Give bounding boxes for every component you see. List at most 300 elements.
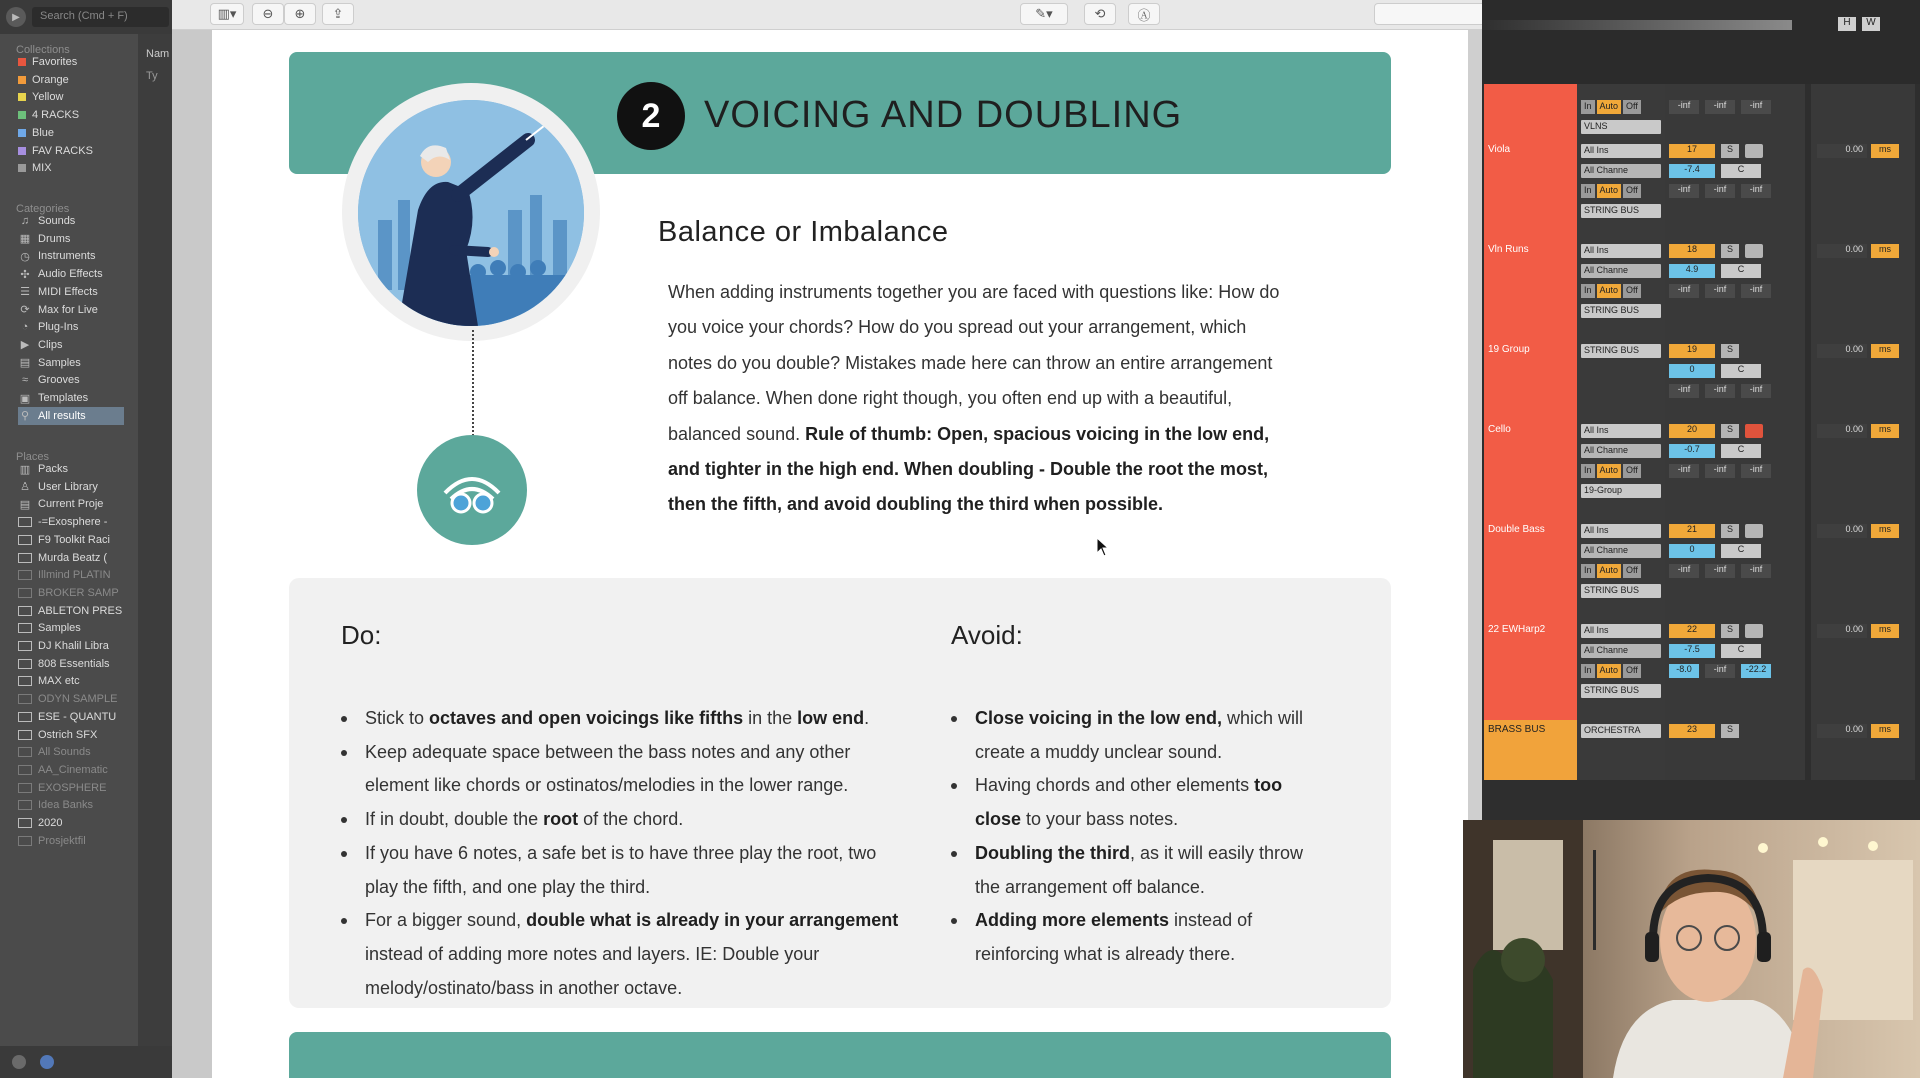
folder-icon bbox=[18, 800, 32, 810]
avoid-list bbox=[951, 702, 1321, 972]
volume-value[interactable]: 0.00 bbox=[1817, 624, 1867, 638]
section-number-badge: 2 bbox=[617, 82, 685, 150]
track-name[interactable]: Double Bass bbox=[1484, 520, 1577, 620]
monitor-buttons bbox=[1581, 284, 1641, 298]
collection-item[interactable] bbox=[18, 124, 124, 142]
track-io bbox=[1577, 340, 1665, 420]
place-item[interactable] bbox=[18, 602, 124, 620]
category-item[interactable] bbox=[18, 301, 124, 319]
category-item[interactable] bbox=[18, 389, 124, 407]
collection-label: Favorites bbox=[32, 56, 78, 68]
monitor-auto-button[interactable]: Auto bbox=[1597, 284, 1622, 298]
track-name[interactable]: Viola bbox=[1484, 140, 1577, 240]
bullet-item bbox=[341, 837, 901, 904]
volume-value[interactable]: 0.00 bbox=[1817, 424, 1867, 438]
bullet-text: Keep adequate space between the bass notes and any other element like chords or ostinatos/melodies in the lower range. bbox=[365, 741, 851, 796]
folder-icon bbox=[18, 694, 32, 704]
bullet-text: in the bbox=[743, 708, 798, 728]
monitor-buttons bbox=[1581, 184, 1641, 198]
input-type-select[interactable]: ORCHESTRA bbox=[1581, 724, 1661, 738]
place-item[interactable] bbox=[18, 655, 124, 673]
delay-ms-button[interactable]: ms bbox=[1871, 724, 1899, 738]
category-item[interactable] bbox=[18, 371, 124, 389]
category-label: Templates bbox=[38, 392, 89, 404]
annotate-button[interactable]: Ⓐ bbox=[1128, 3, 1160, 25]
monitor-off-button[interactable]: Off bbox=[1623, 100, 1641, 114]
monitor-in-button[interactable]: In bbox=[1581, 464, 1595, 478]
arm-button[interactable] bbox=[1745, 524, 1763, 538]
pdf-left-gutter bbox=[172, 30, 212, 1078]
mixer-track bbox=[1482, 140, 1920, 240]
place-label: MAX etc bbox=[38, 675, 80, 688]
place-item[interactable] bbox=[18, 584, 124, 602]
monitor-in-button[interactable]: In bbox=[1581, 184, 1595, 198]
folder-icon bbox=[18, 818, 32, 828]
input-channel-select[interactable]: All Channe bbox=[1581, 264, 1661, 278]
avoid-heading: Avoid: bbox=[951, 620, 1023, 650]
track-controls bbox=[1665, 140, 1805, 240]
send-value[interactable]: -inf bbox=[1669, 284, 1699, 298]
collections-header: Collections bbox=[16, 44, 70, 56]
track-name[interactable]: Cello bbox=[1484, 420, 1577, 520]
category-item[interactable] bbox=[18, 336, 124, 354]
folder-icon bbox=[18, 747, 32, 757]
send-value[interactable]: -inf bbox=[1705, 184, 1735, 198]
track-volume bbox=[1811, 240, 1915, 340]
category-item[interactable] bbox=[18, 407, 124, 425]
ableton-browser bbox=[0, 0, 175, 1078]
pan-value[interactable]: 4.9 bbox=[1669, 264, 1715, 278]
rotate-button[interactable]: ⟲ bbox=[1084, 3, 1116, 25]
place-item[interactable] bbox=[18, 637, 124, 655]
track-controls bbox=[1665, 340, 1805, 420]
send-value[interactable]: -inf bbox=[1669, 464, 1699, 478]
browser-bottom-bar bbox=[0, 1046, 175, 1078]
rule-of-thumb: Rule of thumb: Open, spacious voicing in the low end, and tighter in the high end. When doubling - Double the root the most, then the fifth, and avoid doubling the third when possible. bbox=[668, 423, 1270, 515]
monitor-in-button[interactable]: In bbox=[1581, 284, 1595, 298]
output-select[interactable]: VLNS bbox=[1581, 120, 1661, 134]
mixer-topbar bbox=[1482, 0, 1920, 84]
mixer-track bbox=[1482, 420, 1920, 520]
place-item[interactable] bbox=[18, 531, 124, 549]
place-item[interactable] bbox=[18, 478, 124, 496]
send-value[interactable]: -inf bbox=[1669, 184, 1699, 198]
category-label: Sounds bbox=[38, 215, 76, 227]
track-io bbox=[1577, 720, 1665, 780]
mixer-track bbox=[1482, 340, 1920, 420]
pan-center-button[interactable]: C bbox=[1721, 364, 1761, 378]
place-item[interactable] bbox=[18, 814, 124, 832]
mouse-cursor-icon bbox=[1096, 537, 1110, 557]
track-name[interactable]: BRASS BUS bbox=[1484, 720, 1577, 780]
input-type-select[interactable]: All Ins bbox=[1581, 624, 1661, 638]
delay-ms-button[interactable]: ms bbox=[1871, 624, 1899, 638]
intro-text: When adding instruments together you are faced with questions like: How do you voice your chords? How do you spread out your arrangement, which notes do you double? Mistakes made here can throw an entire arrangement off balance. When done right though, you often end up with a beautiful, balanced sound. bbox=[668, 282, 1280, 444]
input-type-select[interactable]: All Ins bbox=[1581, 424, 1661, 438]
send-value[interactable]: -inf bbox=[1669, 100, 1699, 114]
bullet-text: too close bbox=[975, 775, 1283, 830]
track-name[interactable]: 19 Group bbox=[1484, 340, 1577, 420]
delay-ms-button[interactable]: ms bbox=[1871, 244, 1899, 258]
pan-center-button[interactable]: C bbox=[1721, 264, 1761, 278]
folder-icon bbox=[18, 588, 32, 598]
send-value[interactable]: -inf bbox=[1669, 564, 1699, 578]
bullet-item bbox=[341, 736, 901, 803]
folder-icon bbox=[18, 553, 32, 563]
place-label: Samples bbox=[38, 622, 81, 635]
send-value[interactable]: -inf bbox=[1705, 384, 1735, 398]
zoom-in-button[interactable]: ⊕ bbox=[284, 3, 316, 25]
track-controls bbox=[1665, 520, 1805, 620]
bullet-text: Adding more elements bbox=[975, 910, 1170, 931]
pan-center-button[interactable]: C bbox=[1721, 444, 1761, 458]
folder-icon bbox=[18, 641, 32, 651]
monitor-off-button[interactable]: Off bbox=[1623, 564, 1641, 578]
track-activator[interactable]: 21 bbox=[1669, 524, 1715, 538]
color-swatch-icon bbox=[18, 129, 26, 137]
preview-icon[interactable] bbox=[40, 1055, 54, 1069]
place-item[interactable] bbox=[18, 513, 124, 531]
folder-icon bbox=[18, 712, 32, 722]
place-item[interactable] bbox=[18, 619, 124, 637]
collection-label: FAV RACKS bbox=[32, 144, 93, 157]
category-item[interactable] bbox=[18, 318, 124, 336]
midi-effects-icon: ☰ bbox=[20, 286, 30, 299]
send-value[interactable]: -inf bbox=[1705, 100, 1735, 114]
category-label: Max for Live bbox=[38, 303, 98, 316]
pan-center-button[interactable]: C bbox=[1721, 544, 1761, 558]
track-activator[interactable]: 20 bbox=[1669, 424, 1715, 438]
place-label: Current Proje bbox=[38, 498, 104, 511]
overview-bar[interactable] bbox=[1482, 20, 1792, 30]
monitor-in-button[interactable]: In bbox=[1581, 664, 1595, 678]
mixer-track bbox=[1482, 240, 1920, 340]
folder-icon bbox=[18, 783, 32, 793]
clips-icon: ▶ bbox=[20, 339, 30, 352]
send-value[interactable]: -inf bbox=[1741, 464, 1771, 478]
monitor-in-button[interactable]: In bbox=[1581, 564, 1595, 578]
pan-center-button[interactable]: C bbox=[1721, 164, 1761, 178]
place-icon: ♙ bbox=[20, 481, 30, 494]
pan-value[interactable]: -0.7 bbox=[1669, 444, 1715, 458]
arm-button[interactable] bbox=[1745, 244, 1763, 258]
place-item[interactable] bbox=[18, 779, 124, 797]
bullet-text: . bbox=[864, 708, 870, 728]
send-value[interactable]: -inf bbox=[1705, 464, 1735, 478]
pan-value[interactable]: -7.4 bbox=[1669, 164, 1715, 178]
place-item[interactable] bbox=[18, 566, 124, 584]
send-value[interactable]: -inf bbox=[1669, 384, 1699, 398]
place-label: Murda Beatz ( bbox=[38, 551, 108, 564]
delay-ms-button[interactable]: ms bbox=[1871, 424, 1899, 438]
track-activator[interactable]: 17 bbox=[1669, 144, 1715, 158]
name-column-header[interactable]: Nam bbox=[146, 48, 170, 60]
category-item[interactable] bbox=[18, 265, 124, 283]
bullet-text: Having chords and other elements bbox=[975, 775, 1255, 796]
pan-value[interactable]: 0 bbox=[1669, 544, 1715, 558]
mixer-track bbox=[1482, 720, 1920, 780]
solo-button[interactable]: S bbox=[1721, 524, 1739, 538]
place-label: AA_Cinematic bbox=[38, 763, 108, 776]
monitor-off-button[interactable]: Off bbox=[1623, 184, 1641, 198]
monitor-in-button[interactable]: In bbox=[1581, 100, 1595, 114]
color-swatch-icon bbox=[18, 93, 26, 101]
collection-label: MIX bbox=[32, 162, 52, 175]
solo-button[interactable]: S bbox=[1721, 244, 1739, 258]
place-item[interactable] bbox=[18, 708, 124, 726]
place-item[interactable] bbox=[18, 761, 124, 779]
monitor-buttons bbox=[1581, 464, 1641, 478]
output-select[interactable]: 19-Group bbox=[1581, 484, 1661, 498]
solo-button[interactable]: S bbox=[1721, 344, 1739, 358]
next-section-banner bbox=[289, 1032, 1391, 1078]
samples-icon: ▤ bbox=[19, 357, 31, 370]
monitor-auto-button[interactable]: Auto bbox=[1597, 664, 1622, 678]
color-swatch-icon bbox=[18, 58, 26, 66]
max-for-live-icon: ⟳ bbox=[20, 304, 30, 316]
send-value[interactable]: -22.2 bbox=[1741, 664, 1771, 678]
volume-value[interactable]: 0.00 bbox=[1817, 144, 1867, 158]
bullet-text: low end bbox=[797, 708, 865, 728]
input-channel-select[interactable]: All Channe bbox=[1581, 444, 1661, 458]
track-activator[interactable]: 22 bbox=[1669, 624, 1715, 638]
browser-topbar bbox=[0, 0, 175, 34]
collection-item[interactable] bbox=[18, 159, 124, 177]
category-label: Samples bbox=[38, 356, 81, 369]
arm-button[interactable] bbox=[1745, 144, 1763, 158]
bullet-item bbox=[341, 904, 901, 1005]
browser-search-input[interactable]: Search (Cmd + F) bbox=[32, 7, 169, 27]
track-io bbox=[1577, 420, 1665, 520]
place-label: 2020 bbox=[38, 817, 63, 829]
place-item[interactable] bbox=[18, 672, 124, 690]
folder-icon bbox=[18, 730, 32, 740]
place-label: BROKER SAMP bbox=[38, 586, 119, 599]
place-label: ESE - QUANTU bbox=[38, 710, 117, 723]
send-value[interactable]: -inf bbox=[1741, 184, 1771, 198]
place-item[interactable] bbox=[18, 690, 124, 708]
delay-ms-button[interactable]: ms bbox=[1871, 144, 1899, 158]
track-name[interactable]: 22 EWHarp2 bbox=[1484, 620, 1577, 720]
track-controls bbox=[1665, 84, 1805, 140]
collection-label: 4 RACKS bbox=[32, 109, 80, 122]
send-value[interactable]: -inf bbox=[1705, 564, 1735, 578]
monitor-off-button[interactable]: Off bbox=[1623, 464, 1641, 478]
collection-item[interactable] bbox=[18, 106, 124, 124]
send-value[interactable]: -inf bbox=[1741, 100, 1771, 114]
color-swatch-icon bbox=[18, 147, 26, 155]
place-item[interactable] bbox=[18, 726, 124, 744]
place-label: ODYN SAMPLE bbox=[38, 693, 118, 706]
bullet-text: which will create a muddy unclear sound. bbox=[975, 708, 1304, 762]
place-label: Packs bbox=[38, 463, 68, 475]
output-select[interactable]: STRING BUS bbox=[1581, 304, 1661, 318]
monitor-auto-button[interactable]: Auto bbox=[1597, 464, 1622, 478]
bullet-item bbox=[341, 803, 901, 837]
place-label: Illmind PLATIN bbox=[38, 569, 111, 582]
grooves-icon: ≈ bbox=[21, 374, 29, 387]
places-header: Places bbox=[16, 451, 50, 463]
place-item[interactable] bbox=[18, 743, 124, 761]
track-io bbox=[1577, 240, 1665, 340]
send-value[interactable]: -inf bbox=[1741, 384, 1771, 398]
arm-button[interactable] bbox=[1745, 624, 1763, 638]
delay-ms-button[interactable]: ms bbox=[1871, 524, 1899, 538]
solo-button[interactable]: S bbox=[1721, 424, 1739, 438]
zoom-out-button[interactable]: ⊖ bbox=[252, 3, 284, 25]
folder-icon bbox=[18, 623, 32, 633]
solo-button[interactable]: S bbox=[1721, 724, 1739, 738]
track-name[interactable] bbox=[1484, 84, 1577, 140]
track-name[interactable]: Vln Runs bbox=[1484, 240, 1577, 340]
bullet-text: If you have 6 notes, a safe bet is to have three play the root, two play the fifth, and one play the third. bbox=[365, 842, 877, 897]
volume-value[interactable]: 0.00 bbox=[1817, 344, 1867, 358]
place-label: All Sounds bbox=[38, 746, 91, 759]
folder-icon bbox=[18, 659, 32, 669]
collection-label: Yellow bbox=[32, 91, 64, 104]
place-label: -=Exosphere - bbox=[38, 516, 108, 529]
track-controls bbox=[1665, 420, 1805, 520]
color-swatch-icon bbox=[18, 111, 26, 119]
arm-button[interactable] bbox=[1745, 424, 1763, 438]
category-item[interactable] bbox=[18, 354, 124, 372]
bullet-text: root bbox=[543, 809, 579, 830]
place-item[interactable] bbox=[18, 495, 124, 513]
input-channel-select[interactable]: All Channe bbox=[1581, 544, 1661, 558]
do-list bbox=[341, 702, 901, 1005]
monitor-buttons bbox=[1581, 564, 1641, 578]
input-channel-select[interactable]: All Channe bbox=[1581, 644, 1661, 658]
place-label: Ostrich SFX bbox=[38, 728, 98, 741]
pdf-page bbox=[212, 30, 1468, 1078]
track-io bbox=[1577, 520, 1665, 620]
place-icon: ▤ bbox=[19, 498, 31, 511]
place-item[interactable] bbox=[18, 796, 124, 814]
pan-center-button[interactable]: C bbox=[1721, 644, 1761, 658]
volume-value[interactable]: 0.00 bbox=[1817, 724, 1867, 738]
collection-label: Blue bbox=[32, 126, 55, 139]
mixer-track bbox=[1482, 84, 1920, 140]
send-value[interactable]: -8.0 bbox=[1669, 664, 1699, 678]
browser-toggle-icon[interactable] bbox=[12, 1055, 26, 1069]
bullet-text: For a bigger sound, bbox=[365, 910, 527, 931]
play-icon[interactable]: ▶ bbox=[6, 7, 26, 27]
input-type-select[interactable]: All Ins bbox=[1581, 144, 1661, 158]
category-label: MIDI Effects bbox=[38, 285, 98, 298]
pan-value[interactable]: -7.5 bbox=[1669, 644, 1715, 658]
mixer-track bbox=[1482, 620, 1920, 720]
track-activator[interactable]: 18 bbox=[1669, 244, 1715, 258]
monitor-off-button[interactable]: Off bbox=[1623, 664, 1641, 678]
category-item[interactable] bbox=[18, 283, 124, 301]
delay-ms-button[interactable]: ms bbox=[1871, 344, 1899, 358]
bullet-text: Stick to bbox=[365, 708, 430, 728]
output-select[interactable]: STRING BUS bbox=[1581, 684, 1661, 698]
monitor-auto-button[interactable]: Auto bbox=[1597, 100, 1622, 114]
category-item[interactable] bbox=[18, 212, 124, 230]
category-item[interactable] bbox=[18, 230, 124, 248]
bullet-text: Doubling the third bbox=[975, 842, 1130, 863]
markup-button[interactable]: ✎▾ bbox=[1020, 3, 1068, 25]
folder-icon bbox=[18, 606, 32, 616]
output-select[interactable]: STRING BUS bbox=[1581, 584, 1661, 598]
folder-icon bbox=[18, 517, 32, 527]
track-io bbox=[1577, 84, 1665, 140]
track-volume bbox=[1811, 340, 1915, 420]
bullet-item bbox=[951, 904, 1321, 971]
bullet-text: If in doubt, double the bbox=[365, 809, 544, 830]
h-button[interactable]: H bbox=[1838, 17, 1856, 31]
bullet-text: octaves and open voicings like fifths bbox=[429, 708, 744, 728]
collection-item[interactable] bbox=[18, 53, 124, 71]
audio-effects-icon: ✣ bbox=[20, 268, 30, 281]
track-controls bbox=[1665, 720, 1805, 780]
place-item[interactable] bbox=[18, 549, 124, 567]
bullet-text: instead of adding more notes and layers. IE: Double your melody/ostinato/bass in another octave. bbox=[365, 943, 820, 998]
input-channel-select[interactable]: All Channe bbox=[1581, 164, 1661, 178]
place-item[interactable] bbox=[18, 832, 124, 850]
volume-value[interactable]: 0.00 bbox=[1817, 524, 1867, 538]
monitor-off-button[interactable]: Off bbox=[1623, 284, 1641, 298]
input-type-select[interactable]: STRING BUS bbox=[1581, 344, 1661, 358]
pan-value[interactable]: 0 bbox=[1669, 364, 1715, 378]
search-icon: ⚲ bbox=[20, 410, 30, 423]
webcam-feed bbox=[1463, 820, 1920, 1078]
drums-icon: ▦ bbox=[19, 233, 31, 246]
place-label: DJ Khalil Libra bbox=[38, 640, 109, 652]
share-button[interactable]: ⇪ bbox=[322, 3, 354, 25]
collection-item[interactable] bbox=[18, 71, 124, 89]
input-type-select[interactable]: All Ins bbox=[1581, 524, 1661, 538]
send-value[interactable]: -inf bbox=[1741, 284, 1771, 298]
collection-item[interactable] bbox=[18, 142, 124, 160]
category-label: Clips bbox=[38, 338, 63, 351]
place-label: EXOSPHERE bbox=[38, 781, 107, 794]
send-value[interactable]: -inf bbox=[1741, 564, 1771, 578]
volume-value[interactable]: 0.00 bbox=[1817, 244, 1867, 258]
input-type-select[interactable]: All Ins bbox=[1581, 244, 1661, 258]
track-activator[interactable]: 23 bbox=[1669, 724, 1715, 738]
send-value[interactable]: -inf bbox=[1705, 664, 1735, 678]
collection-item[interactable] bbox=[18, 88, 124, 106]
plug-ins-icon: ◔ bbox=[21, 321, 29, 334]
place-icon: ▥ bbox=[19, 463, 31, 476]
sidebar-toggle-button[interactable]: ▥▾ bbox=[210, 3, 244, 25]
conductor-illustration bbox=[358, 100, 584, 326]
category-label: Plug-Ins bbox=[38, 321, 79, 334]
place-item[interactable] bbox=[18, 460, 124, 478]
place-label: ABLETON PRES bbox=[38, 604, 123, 617]
send-value[interactable]: -inf bbox=[1705, 284, 1735, 298]
track-activator[interactable]: 19 bbox=[1669, 344, 1715, 358]
subtitle: Balance or Imbalance bbox=[658, 216, 949, 248]
solo-button[interactable]: S bbox=[1721, 144, 1739, 158]
bullet-text: , as it will easily throw the arrangement off balance. bbox=[975, 842, 1304, 897]
solo-button[interactable]: S bbox=[1721, 624, 1739, 638]
monitor-auto-button[interactable]: Auto bbox=[1597, 184, 1622, 198]
track-volume bbox=[1811, 620, 1915, 720]
monitor-auto-button[interactable]: Auto bbox=[1597, 564, 1622, 578]
sounds-icon: ♫ bbox=[20, 215, 30, 227]
category-label: Instruments bbox=[38, 250, 96, 263]
output-select[interactable]: STRING BUS bbox=[1581, 204, 1661, 218]
w-button[interactable]: W bbox=[1862, 17, 1880, 31]
place-label: 808 Essentials bbox=[38, 657, 110, 670]
track-volume bbox=[1811, 84, 1915, 140]
bullet-item bbox=[951, 702, 1321, 769]
monitor-buttons bbox=[1581, 664, 1641, 678]
category-item[interactable] bbox=[18, 247, 124, 265]
